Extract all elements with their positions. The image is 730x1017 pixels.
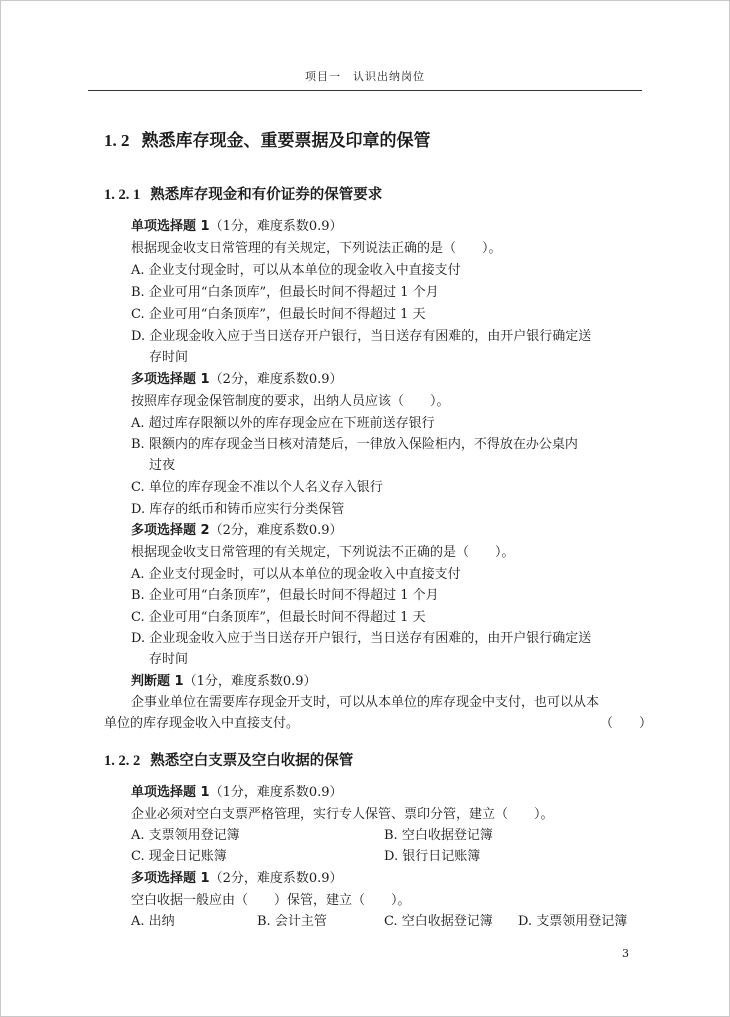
- option-b: B. 空白收据登记簿: [384, 828, 493, 843]
- option-a: A. 出纳: [131, 914, 175, 929]
- subsection-number: 1. 2. 1: [104, 187, 141, 203]
- subsection-title: 熟悉库存现金和有价证券的保管要求: [150, 187, 383, 203]
- option-b: B. 企业可用“白条顶库”，但最长时间不得超过 1 个月: [131, 285, 439, 300]
- option-c: C. 企业可用“白条顶库”，但最长时间不得超过 1 天: [131, 307, 426, 322]
- question-heading: 多项选择题 2（2分，难度系数0.9）: [131, 523, 343, 538]
- header-rule: [88, 90, 642, 91]
- question-heading: 单项选择题 1（1分，难度系数0.9）: [131, 219, 343, 234]
- option-d: D. 企业现金收入应于当日送存开户银行，当日送存有困难的，由开户银行确定送: [131, 631, 592, 646]
- question-stem-continued: 单位的库存现金收入中直接支付。: [104, 716, 300, 731]
- section-heading: [104, 126, 431, 151]
- question-heading: 多项选择题 1（2分，难度系数0.9）: [131, 871, 343, 886]
- option-d: D. 企业现金收入应于当日送存开户银行，当日送存有困难的，由开户银行确定送: [131, 329, 592, 344]
- option-c: C. 企业可用“白条顶库”，但最长时间不得超过 1 天: [131, 610, 426, 625]
- option-a: A. 超过库存限额以外的库存现金应在下班前送存银行: [131, 416, 435, 431]
- option-c: C. 空白收据登记簿: [384, 914, 493, 929]
- question-stem: 企事业单位在需要库存现金开支时，可以从本单位的库存现金中支付，也可以从本: [131, 695, 600, 710]
- question-stem: 企业必须对空白支票严格管理，实行专人保管、票印分管，建立（ ）。: [131, 807, 554, 822]
- subsection-number: 1. 2. 2: [104, 753, 141, 769]
- section-number: 1. 2: [104, 131, 130, 150]
- question-stem: 根据现金收支日常管理的有关规定，下列说法不正确的是（ ）。: [131, 545, 515, 560]
- subsection-heading-1: [104, 183, 382, 204]
- running-header: 项目一 认识出纳岗位: [305, 70, 425, 83]
- question-stem: 空白收据一般应由（ ）保管，建立（ ）。: [131, 893, 411, 908]
- answer-blank: （ ）: [600, 716, 653, 731]
- option-b: B. 企业可用“白条顶库”，但最长时间不得超过 1 个月: [131, 588, 439, 603]
- option-b: B. 会计主管: [257, 914, 327, 929]
- option-c: C. 单位的库存现金不准以个人名义存入银行: [131, 480, 383, 495]
- option-d-continued: 存时间: [149, 652, 189, 667]
- section-title: 熟悉库存现金、重要票据及印章的保管: [141, 131, 431, 151]
- option-d: D. 支票领用登记簿: [518, 914, 628, 929]
- option-b: B. 限额内的库存现金当日核对清楚后，一律放入保险柜内，不得放在办公桌内: [131, 437, 578, 452]
- subsection-heading-2: [104, 749, 353, 770]
- option-b-continued: 过夜: [149, 458, 176, 473]
- option-a: A. 企业支付现金时，可以从本单位的现金收入中直接支付: [131, 567, 461, 582]
- option-d: D. 库存的纸币和铸币应实行分类保管: [131, 502, 345, 517]
- question-stem: 按照库存现金保管制度的要求，出纳人员应该（ ）。: [131, 394, 450, 409]
- option-a: A. 支票领用登记簿: [131, 828, 240, 843]
- option-d-continued: 存时间: [149, 350, 189, 365]
- option-a: A. 企业支付现金时，可以从本单位的现金收入中直接支付: [131, 263, 461, 278]
- question-heading: 判断题 1（1分，难度系数0.9）: [131, 674, 317, 689]
- option-d: D. 银行日记账簿: [384, 849, 481, 864]
- page-number: 3: [622, 947, 629, 960]
- question-stem: 根据现金收支日常管理的有关规定，下列说法正确的是（ ）。: [131, 241, 502, 256]
- option-c: C. 现金日记账簿: [131, 849, 227, 864]
- question-heading: 多项选择题 1（2分，难度系数0.9）: [131, 372, 343, 387]
- question-heading: 单项选择题 1（1分，难度系数0.9）: [131, 785, 343, 800]
- subsection-title: 熟悉空白支票及空白收据的保管: [150, 753, 354, 769]
